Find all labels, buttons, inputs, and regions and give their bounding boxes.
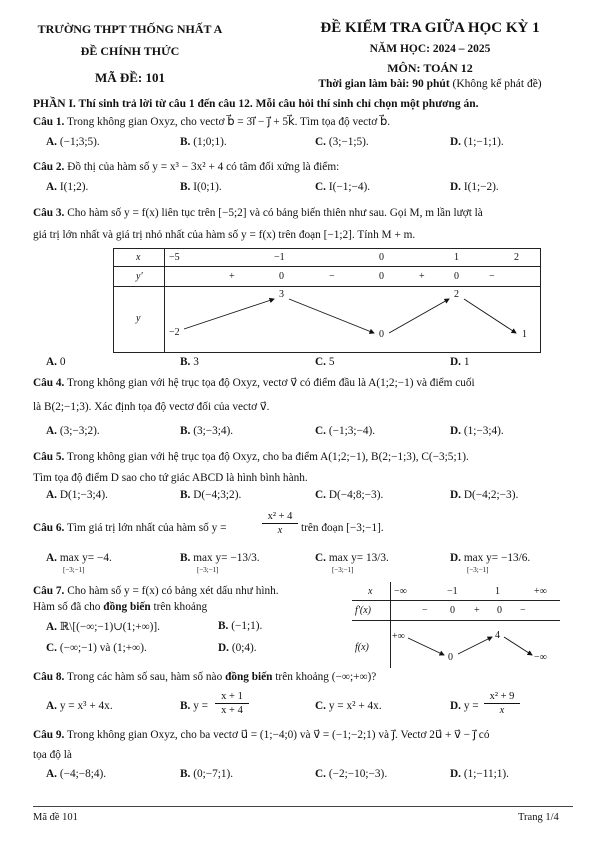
q7-dy-label: f'(x): [355, 605, 372, 616]
q2-option-d[interactable]: D. I(1;−2).: [450, 181, 499, 193]
q5-option-d[interactable]: D. D(−4;2;−3).: [450, 489, 519, 501]
q6-number: Câu 6.: [33, 522, 65, 534]
q3-x-val: −1: [274, 252, 285, 263]
max-subscript: [−3;−1]: [197, 566, 219, 574]
q5-option-c[interactable]: C. D(−4;8;−3).: [315, 489, 384, 501]
q7-dy-sign: −: [422, 605, 428, 616]
max-label: max y: [193, 552, 222, 564]
q8-option-b[interactable]: B. y =: [180, 700, 209, 712]
q6-option-c[interactable]: C. max y= 13/3.: [315, 552, 389, 564]
q3-option-a[interactable]: A. 0: [46, 356, 66, 368]
arrow-down: [464, 299, 516, 333]
subject: MÔN: TOÁN 12: [387, 61, 473, 75]
q2-number: Câu 2.: [33, 161, 65, 173]
q8-number: Câu 8.: [33, 671, 65, 683]
q6-option-a[interactable]: A. max y= −4.: [46, 552, 112, 564]
q7-stem-line1: [33, 584, 279, 598]
q3-dy-sign: −: [489, 271, 495, 282]
q2-stem: [33, 160, 339, 174]
max-label: max y: [463, 552, 492, 564]
q9-option-b[interactable]: B. (0;−7;1).: [180, 768, 234, 780]
q3-option-c[interactable]: C. 5: [315, 356, 335, 368]
q4-option-a[interactable]: A. (3;−3;2).: [46, 425, 100, 437]
q7-x-val: 1: [495, 586, 500, 597]
q7-y-val: +∞: [392, 631, 405, 642]
q7-x-val: −∞: [394, 586, 407, 597]
q3-arrows: [114, 249, 540, 352]
arrow-down: [289, 299, 374, 333]
max-label: max y: [59, 552, 88, 564]
q7-sign-table: [352, 582, 560, 668]
q1-stem: [33, 115, 390, 129]
q6-denominator: x: [277, 525, 283, 536]
footer-page: Trang 1/4: [518, 812, 559, 823]
q6-option-d[interactable]: D. max y= −13/6.: [450, 552, 531, 564]
arrow-down: [504, 637, 532, 655]
q7-option-b[interactable]: B. (−1;1).: [218, 620, 263, 632]
q7-x-val: +∞: [534, 586, 547, 597]
arrow-down: [408, 638, 444, 655]
q7-y-label: f(x): [355, 642, 369, 653]
max-subscript: [−3;−1]: [63, 566, 85, 574]
q6-stem: [33, 521, 227, 535]
q6-text-post: trên đoạn [−3;−1].: [301, 522, 384, 534]
q5-option-b[interactable]: B. D(−4;3;2).: [180, 489, 242, 501]
q7-option-c[interactable]: C. (−∞;−1) và (1;+∞).: [46, 642, 147, 654]
q5-stem-line2: Tìm tọa độ điểm D sao cho tứ giác ABCD là hình bình hành.: [33, 472, 308, 484]
q7-y-val: 0: [448, 652, 453, 663]
q8-option-a[interactable]: A. y = x³ + 4x.: [46, 700, 113, 712]
q3-stem-line1: [33, 206, 483, 220]
q9-number: Câu 9.: [33, 729, 65, 741]
q3-x-val: 2: [514, 252, 519, 263]
arrow-up: [184, 299, 274, 329]
q3-option-b[interactable]: B. 3: [180, 356, 199, 368]
q5-number: Câu 5.: [33, 451, 65, 463]
q2-option-a[interactable]: A. I(1;2).: [46, 181, 89, 193]
exam-title: ĐỀ KIỂM TRA GIỮA HỌC KỲ 1: [320, 20, 540, 36]
q7-dy-sign: −: [520, 605, 526, 616]
q7-option-a[interactable]: A. ℝ\[(−∞;−1)∪(1;+∞)].: [46, 621, 160, 633]
q4-option-d[interactable]: D. (1;−3;4).: [450, 425, 504, 437]
q7-dy-sign: +: [474, 605, 480, 616]
q7-option-d[interactable]: D. (0;4).: [218, 642, 257, 654]
time-bold: Thời gian làm bài: 90 phút: [318, 78, 450, 90]
q3-x-val: 0: [379, 252, 384, 263]
q6-option-b[interactable]: B. max y= −13/3.: [180, 552, 260, 564]
max-subscript: [−3;−1]: [332, 566, 354, 574]
q3-y-val: 2: [454, 289, 459, 300]
q9-stem-line1: [33, 728, 489, 742]
max-subscript: [−3;−1]: [467, 566, 489, 574]
q7-x-val: −1: [447, 586, 458, 597]
q4-option-c[interactable]: C. (−1;3;−4).: [315, 425, 376, 437]
q2-option-c[interactable]: C. I(−1;−4).: [315, 181, 371, 193]
q8-option-d[interactable]: D. y =: [450, 700, 479, 712]
q3-dy-sign: 0: [454, 271, 459, 282]
q3-dy-sign: +: [229, 271, 235, 282]
school-year: NĂM HỌC: 2024 – 2025: [369, 43, 491, 55]
max-label: max y: [328, 552, 357, 564]
time-info: [280, 78, 580, 90]
q3-dy-sign: 0: [379, 271, 384, 282]
q8-d-fraction: x² + 9 x: [484, 690, 520, 717]
school-name: TRƯỜNG THPT THỐNG NHẤT A: [37, 22, 223, 36]
q2-text: Đồ thị của hàm số y = x³ − 3x² + 4 có tâm đối xứng là điểm:: [67, 161, 340, 173]
q9-text-line1: Trong không gian Oxyz, cho ba vectơ u⃗ = (1;−4;0) và v⃗ = (−1;−2;1) và j⃗. Vectơ 2u⃗ + v⃗ − j⃗ có: [67, 729, 490, 741]
exam-code: MÃ ĐỀ: 101: [94, 70, 166, 85]
q1-option-c[interactable]: C. (3;−1;5).: [315, 136, 369, 148]
q7-arrows: [352, 582, 560, 668]
arrow-up: [458, 637, 492, 654]
q3-dy-sign: +: [419, 271, 425, 282]
q8-option-c[interactable]: C. y = x² + 4x.: [315, 700, 382, 712]
q7-y-val: 4: [495, 630, 500, 641]
q1-number: Câu 1.: [33, 116, 65, 128]
q3-dy-sign: −: [329, 271, 335, 282]
part1-instruction: PHẦN I. Thí sinh trả lời từ câu 1 đến câu 12. Mỗi câu hỏi thí sinh chỉ chọn một phương án.: [33, 98, 479, 110]
q7-x-label: x: [368, 586, 373, 597]
q4-number: Câu 4.: [33, 377, 65, 389]
q3-x-label: x: [136, 252, 141, 263]
q3-y-val: 1: [522, 329, 527, 340]
q3-y-val: −2: [169, 327, 180, 338]
q6-fraction: [262, 510, 298, 537]
q1-option-a[interactable]: A. (−1;3;5).: [46, 136, 100, 148]
arrow-up: [389, 299, 449, 333]
q3-x-val: −5: [169, 252, 180, 263]
q5-text-line1: Trong không gian với hệ trục tọa độ Oxyz, cho ba điểm A(1;2;−1), B(2;−1;3), C(−3;5;1).: [67, 451, 469, 463]
q5-option-a[interactable]: A. D(1;−3;4).: [46, 489, 108, 501]
q5-stem-line1: [33, 450, 469, 464]
q1-option-d[interactable]: D. (1;−1;1).: [450, 136, 504, 148]
q3-dy-sign: 0: [279, 271, 284, 282]
q3-y-label: y: [136, 313, 141, 324]
q3-x-val: 1: [454, 252, 459, 263]
q2-option-b[interactable]: B. I(0;1).: [180, 181, 222, 193]
q7-dy-sign: 0: [497, 605, 502, 616]
official-label: ĐỀ CHÍNH THỨC: [80, 44, 180, 58]
q8-stem: Câu 8. Trong các hàm số sau, hàm số nào đồng biến trên khoảng (−∞;+∞)?: [33, 671, 377, 683]
footer-divider: [33, 806, 573, 807]
q7-stem-line2: Hàm số đã cho đồng biến trên khoảng: [33, 601, 208, 613]
q4-stem-line2: là B(2;−1;3). Xác định tọa độ vectơ đối của vectơ v⃗.: [33, 401, 270, 413]
q6-numerator: x² + 4: [262, 510, 298, 524]
q1-text: Trong không gian Oxyz, cho vectơ b⃗ = 3i⃗ − j⃗ + 5k⃗. Tìm tọa độ vectơ b⃗.: [67, 116, 391, 128]
q3-y-val: 3: [279, 289, 284, 300]
q9-stem-line2: tọa độ là: [33, 749, 72, 761]
q3-option-d[interactable]: D. 1: [450, 356, 470, 368]
q9-option-d[interactable]: D. (1;−11;1).: [450, 768, 509, 780]
q9-option-a[interactable]: A. (−4;−8;4).: [46, 768, 107, 780]
q4-option-b[interactable]: B. (3;−3;4).: [180, 425, 234, 437]
q7-y-val: −∞: [534, 652, 547, 663]
q3-dy-label: y': [136, 271, 143, 282]
q8-b-fraction: x + 1 x + 4: [215, 690, 249, 717]
footer-code: Mã đề 101: [33, 812, 78, 823]
q3-stem-line2: giá trị lớn nhất và giá trị nhỏ nhất của hàm số y = f(x) trên đoạn [−1;2]. Tính M + m.: [33, 229, 416, 241]
q3-number: Câu 3.: [33, 207, 65, 219]
q7-text-line1: Cho hàm số y = f(x) có bảng xét dấu như hình.: [67, 585, 279, 597]
q9-option-c[interactable]: C. (−2;−10;−3).: [315, 768, 388, 780]
q3-variation-table: [113, 248, 541, 353]
q7-number: Câu 7.: [33, 585, 65, 597]
q3-text-line1: Cho hàm số y = f(x) liên tục trên [−5;2] và có bảng biến thiên như sau. Gọi M, m lần lượt là: [67, 207, 483, 219]
q6-text-pre: Tìm giá trị lớn nhất của hàm số y =: [67, 522, 227, 534]
time-note: (Không kể phát đề): [452, 78, 542, 90]
q7-dy-sign: 0: [450, 605, 455, 616]
q3-y-val: 0: [379, 329, 384, 340]
q4-text-line1: Trong không gian với hệ trục tọa độ Oxyz, vectơ v⃗ có điểm đầu là A(1;2;−1) và điểm cuối: [67, 377, 475, 389]
q4-stem-line1: [33, 376, 475, 390]
q1-option-b[interactable]: B. (1;0;1).: [180, 136, 227, 148]
